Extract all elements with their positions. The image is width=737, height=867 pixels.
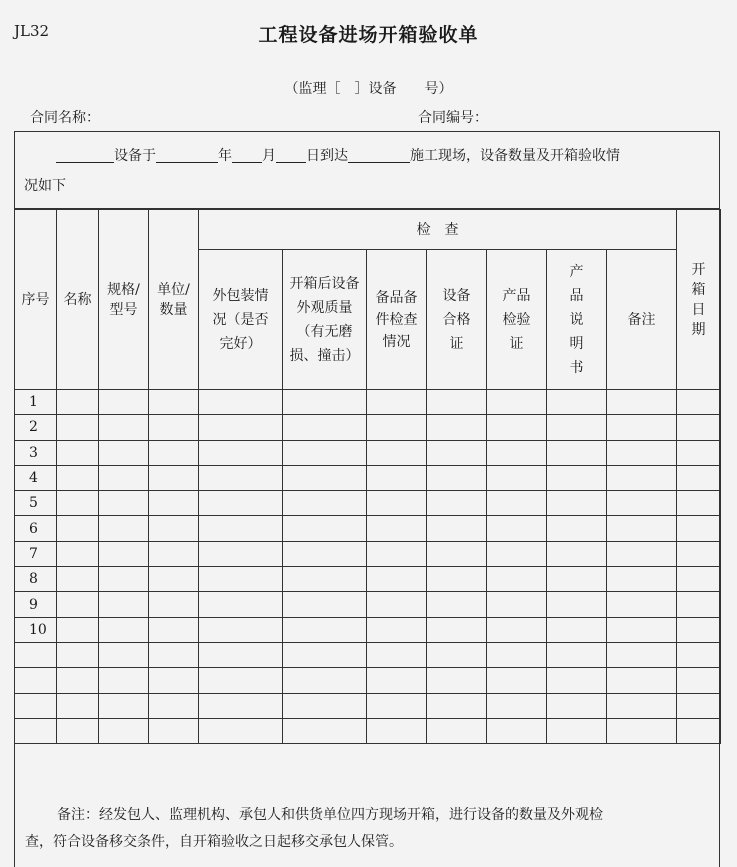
table-cell[interactable] [677, 668, 721, 693]
table-cell[interactable] [427, 718, 487, 743]
table-cell[interactable] [149, 541, 199, 566]
table-cell[interactable] [283, 390, 367, 415]
row-number: 4 [15, 465, 57, 490]
table-cell[interactable] [487, 390, 547, 415]
inspection-table [14, 209, 721, 744]
table-cell[interactable] [57, 491, 99, 516]
col-header-unit: 单位/数量 [149, 210, 199, 390]
intro-part: 施工现场，设备数量及开箱验收情 [410, 148, 620, 164]
table-cell[interactable] [57, 541, 99, 566]
table-cell[interactable] [547, 516, 607, 541]
table-cell[interactable] [99, 516, 149, 541]
table-cell[interactable] [367, 440, 427, 465]
col-header-remark: 备注 [607, 250, 677, 390]
table-cell[interactable] [607, 668, 677, 693]
col-header-outer-package: 外包装情况（是否完好） [199, 250, 283, 390]
site-blank[interactable] [348, 147, 410, 163]
table-row [15, 693, 721, 718]
row-number: 2 [15, 415, 57, 440]
intro-text [14, 131, 720, 209]
table-cell[interactable] [199, 516, 283, 541]
table-cell[interactable] [149, 718, 199, 743]
table-cell[interactable] [487, 592, 547, 617]
table-cell[interactable] [487, 668, 547, 693]
table-cell[interactable] [487, 440, 547, 465]
table-cell[interactable] [487, 541, 547, 566]
table-cell[interactable] [607, 390, 677, 415]
col-header-seq: 序号 [15, 210, 57, 390]
table-cell[interactable] [199, 592, 283, 617]
table-cell[interactable] [149, 567, 199, 592]
table-cell[interactable] [607, 440, 677, 465]
table-cell[interactable] [99, 390, 149, 415]
table-cell[interactable] [99, 491, 149, 516]
table-cell[interactable] [427, 693, 487, 718]
table-cell[interactable] [677, 491, 721, 516]
table-cell[interactable] [427, 390, 487, 415]
table-cell[interactable] [547, 718, 607, 743]
table-cell[interactable] [487, 642, 547, 667]
table-cell[interactable] [607, 541, 677, 566]
table-cell[interactable] [149, 491, 199, 516]
table-row [15, 390, 721, 415]
table-cell[interactable] [57, 567, 99, 592]
table-cell[interactable] [149, 592, 199, 617]
month-blank[interactable] [232, 147, 262, 163]
footer-line-1: 备注：经发包人、监理机构、承包人和供货单位四方现场开箱，进行设备的数量及外观检 [57, 807, 603, 823]
table-cell[interactable] [57, 465, 99, 490]
table-cell[interactable] [677, 718, 721, 743]
table-cell[interactable] [367, 642, 427, 667]
table-cell[interactable] [199, 642, 283, 667]
row-number [15, 668, 57, 693]
table-cell[interactable] [677, 440, 721, 465]
table-cell[interactable] [99, 592, 149, 617]
table-cell[interactable] [57, 390, 99, 415]
table-cell[interactable] [427, 642, 487, 667]
table-cell[interactable] [677, 642, 721, 667]
table-cell[interactable] [283, 465, 367, 490]
table-cell[interactable] [283, 440, 367, 465]
table-cell[interactable] [547, 693, 607, 718]
table-cell[interactable] [547, 668, 607, 693]
footer-line-2: 查，符合设备移交条件，自开箱验收之日起移交承包人保管。 [25, 834, 403, 850]
table-cell[interactable] [607, 516, 677, 541]
footer-note [14, 792, 720, 867]
table-cell[interactable] [427, 668, 487, 693]
table-cell[interactable] [283, 642, 367, 667]
table-cell[interactable] [367, 567, 427, 592]
table-cell[interactable] [367, 718, 427, 743]
table-cell[interactable] [487, 693, 547, 718]
table-cell[interactable] [283, 415, 367, 440]
table-cell[interactable] [199, 541, 283, 566]
col-header-inspection-cert: 产品检验证 [487, 250, 547, 390]
contract-number-label: 合同编号： [418, 110, 488, 126]
table-cell[interactable] [487, 415, 547, 440]
table-cell[interactable] [57, 693, 99, 718]
table-cell[interactable] [677, 567, 721, 592]
intro-part: 年 [218, 148, 232, 164]
table-cell[interactable] [367, 390, 427, 415]
table-cell[interactable] [99, 541, 149, 566]
table-cell[interactable] [427, 491, 487, 516]
table-row [15, 415, 721, 440]
row-number: 9 [15, 592, 57, 617]
table-cell[interactable] [367, 668, 427, 693]
table-cell[interactable] [99, 718, 149, 743]
form-code: JL32 [14, 22, 50, 40]
table-cell[interactable] [547, 390, 607, 415]
table-cell[interactable] [607, 567, 677, 592]
table-cell[interactable] [283, 718, 367, 743]
table-cell[interactable] [487, 567, 547, 592]
table-cell[interactable] [283, 592, 367, 617]
table-cell[interactable] [677, 592, 721, 617]
table-cell[interactable] [677, 541, 721, 566]
table-cell[interactable] [99, 440, 149, 465]
row-number: 10 [15, 617, 57, 642]
intro-part: 日到达 [306, 148, 348, 164]
table-cell[interactable] [607, 617, 677, 642]
table-cell[interactable] [57, 668, 99, 693]
table-cell[interactable] [427, 541, 487, 566]
table-cell[interactable] [57, 642, 99, 667]
table-row [15, 440, 721, 465]
table-cell[interactable] [367, 491, 427, 516]
table-cell[interactable] [367, 516, 427, 541]
table-cell[interactable] [57, 440, 99, 465]
table-cell[interactable] [547, 465, 607, 490]
table-cell[interactable] [427, 415, 487, 440]
table-row [15, 516, 721, 541]
table-cell[interactable] [199, 567, 283, 592]
table-cell[interactable] [57, 516, 99, 541]
table-cell[interactable] [367, 541, 427, 566]
table-cell[interactable] [99, 668, 149, 693]
table-cell[interactable] [547, 592, 607, 617]
row-number [15, 642, 57, 667]
intro-part: 况如下 [24, 178, 66, 194]
table-cell[interactable] [367, 693, 427, 718]
table-cell[interactable] [427, 617, 487, 642]
table-cell[interactable] [99, 465, 149, 490]
table-cell[interactable] [199, 718, 283, 743]
table-row [15, 642, 721, 667]
table-cell[interactable] [149, 617, 199, 642]
table-cell[interactable] [607, 415, 677, 440]
table-cell[interactable] [607, 642, 677, 667]
table-cell[interactable] [149, 642, 199, 667]
year-blank[interactable] [156, 147, 218, 163]
col-header-name: 名称 [57, 210, 99, 390]
table-cell[interactable] [283, 567, 367, 592]
table-cell[interactable] [99, 693, 149, 718]
table-row [15, 491, 721, 516]
table-cell[interactable] [487, 465, 547, 490]
table-cell[interactable] [427, 592, 487, 617]
table-cell[interactable] [547, 491, 607, 516]
row-number: 3 [15, 440, 57, 465]
col-header-certificate: 设备合格证 [427, 250, 487, 390]
table-cell[interactable] [427, 567, 487, 592]
table-row [15, 465, 721, 490]
table-cell[interactable] [99, 415, 149, 440]
row-number: 1 [15, 390, 57, 415]
table-cell[interactable] [367, 592, 427, 617]
table-row [15, 668, 721, 693]
document-subtitle: （监理［ ］设备 号） [284, 81, 453, 97]
table-cell[interactable] [149, 440, 199, 465]
table-cell[interactable] [149, 693, 199, 718]
table-cell[interactable] [199, 617, 283, 642]
table-cell[interactable] [487, 718, 547, 743]
table-cell[interactable] [367, 465, 427, 490]
table-cell[interactable] [487, 617, 547, 642]
table-row [15, 617, 721, 642]
table-cell[interactable] [547, 541, 607, 566]
col-header-open-date: 开箱日期 [677, 210, 721, 390]
table-cell[interactable] [547, 642, 607, 667]
table-cell[interactable] [367, 617, 427, 642]
document-title: 工程设备进场开箱验收单 [258, 24, 479, 46]
table-cell[interactable] [199, 390, 283, 415]
table-cell[interactable] [367, 415, 427, 440]
col-header-spec: 规格/型号 [99, 210, 149, 390]
table-cell[interactable] [199, 693, 283, 718]
contract-name-label: 合同名称： [30, 110, 100, 126]
col-header-spare-parts: 备品备件检查情况 [367, 250, 427, 390]
col-header-manual: 产品说明书 [547, 250, 607, 390]
table-cell[interactable] [199, 440, 283, 465]
table-cell[interactable] [57, 592, 99, 617]
table-cell[interactable] [99, 567, 149, 592]
table-cell[interactable] [99, 642, 149, 667]
table-cell[interactable] [677, 693, 721, 718]
table-cell[interactable] [283, 491, 367, 516]
day-blank[interactable] [276, 147, 306, 163]
table-cell[interactable] [607, 718, 677, 743]
table-cell[interactable] [199, 491, 283, 516]
table-cell[interactable] [57, 718, 99, 743]
table-cell[interactable] [607, 592, 677, 617]
table-row [15, 592, 721, 617]
intro-part: 月 [262, 148, 276, 164]
table-cell[interactable] [57, 617, 99, 642]
table-cell[interactable] [547, 440, 607, 465]
table-cell[interactable] [677, 465, 721, 490]
table-cell[interactable] [199, 415, 283, 440]
row-number [15, 693, 57, 718]
table-cell[interactable] [283, 617, 367, 642]
row-number: 7 [15, 541, 57, 566]
table-cell[interactable] [57, 415, 99, 440]
table-cell[interactable] [487, 516, 547, 541]
table-cell[interactable] [427, 516, 487, 541]
table-row [15, 718, 721, 743]
table-cell[interactable] [607, 465, 677, 490]
table-cell[interactable] [607, 693, 677, 718]
table-cell[interactable] [283, 668, 367, 693]
table-cell[interactable] [547, 415, 607, 440]
col-header-check-group: 检 查 [199, 210, 677, 250]
table-cell[interactable] [99, 617, 149, 642]
row-number: 6 [15, 516, 57, 541]
table-cell[interactable] [199, 465, 283, 490]
table-cell[interactable] [283, 693, 367, 718]
table-cell[interactable] [677, 516, 721, 541]
equipment-blank[interactable] [56, 147, 114, 163]
table-cell[interactable] [199, 668, 283, 693]
table-cell[interactable] [283, 516, 367, 541]
table-cell[interactable] [149, 668, 199, 693]
table-cell[interactable] [149, 465, 199, 490]
col-header-appearance: 开箱后设备外观质量（有无磨损、撞击） [283, 250, 367, 390]
table-cell[interactable] [677, 617, 721, 642]
table-cell[interactable] [427, 440, 487, 465]
table-cell[interactable] [547, 567, 607, 592]
table-row [15, 567, 721, 592]
table-cell[interactable] [283, 541, 367, 566]
row-number: 8 [15, 567, 57, 592]
row-number [15, 718, 57, 743]
table-cell[interactable] [427, 465, 487, 490]
table-cell[interactable] [677, 390, 721, 415]
row-number: 5 [15, 491, 57, 516]
table-cell[interactable] [547, 617, 607, 642]
table-cell[interactable] [149, 390, 199, 415]
table-cell[interactable] [149, 516, 199, 541]
intro-part: 设备于 [114, 148, 156, 164]
table-row [15, 541, 721, 566]
table-cell[interactable] [677, 415, 721, 440]
table-cell[interactable] [607, 491, 677, 516]
table-cell[interactable] [487, 491, 547, 516]
table-cell[interactable] [149, 415, 199, 440]
